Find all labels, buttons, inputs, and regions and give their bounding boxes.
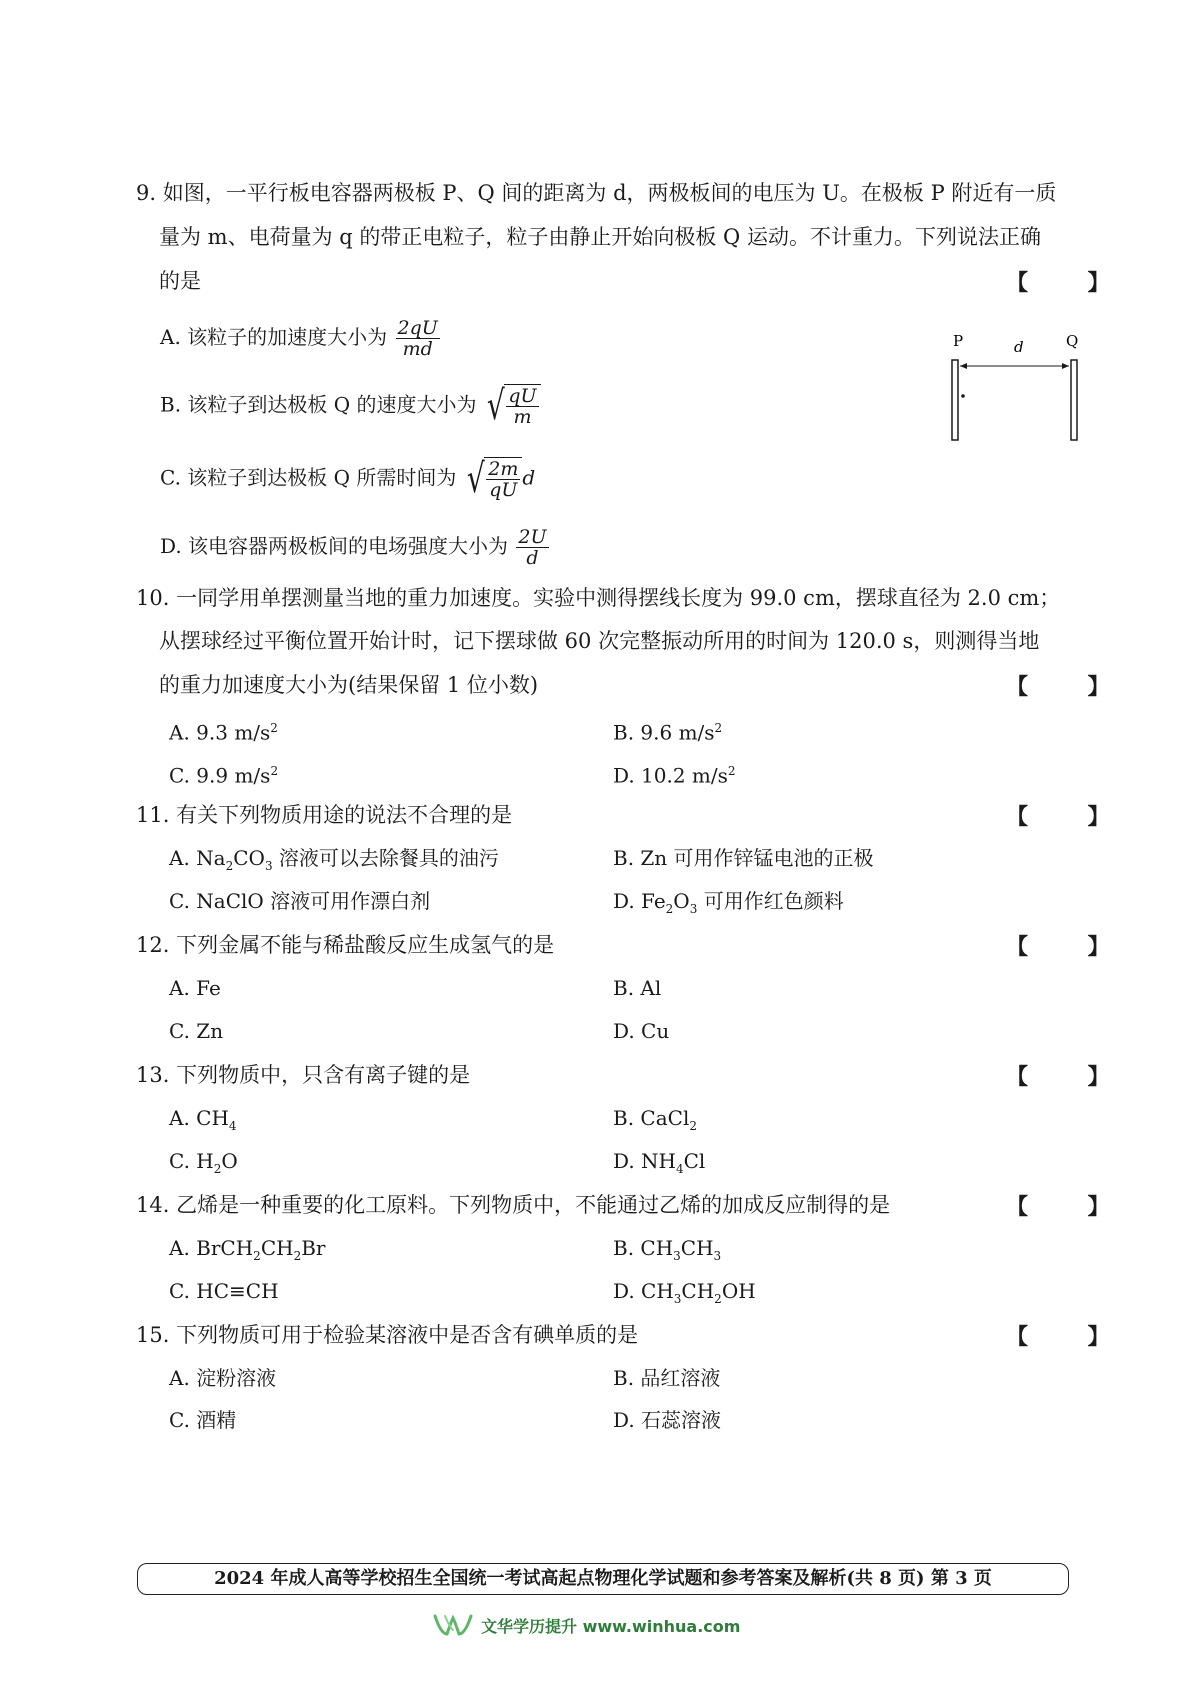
fraction: $\frac{2U}{d}$ <box>518 526 547 569</box>
question-stem-line: 从摆球经过平衡位置开始计时，记下摆球做 60 次完整振动所用的时间为 120.0 s，则测得当地 <box>159 629 1040 653</box>
option-a[interactable]: A. Fe <box>169 976 221 1000</box>
option-c[interactable]: C. 酒精 <box>169 1408 237 1432</box>
page-footer: 2024 年成人高等学校招生全国统一考试高起点物理化学试题和参考答案及解析(共 8 页) 第 3 页 <box>137 1563 1069 1595</box>
option-b[interactable]: B. 该粒子到达极板 Q 的速度大小为 √ $\frac{qU}{m}$ <box>160 384 541 428</box>
winhua-logo-icon <box>433 1612 473 1638</box>
option-d[interactable]: D. $CH_3CH_2OH$ <box>613 1279 756 1306</box>
option-a[interactable]: A. $BrCH_2CH_2Br$ <box>169 1236 326 1263</box>
option-b[interactable]: B. CaCl$_2$ <box>613 1106 697 1133</box>
option-a[interactable]: A. $CH_4$ <box>169 1106 237 1133</box>
plate-p-label: P <box>953 332 964 350</box>
option-c[interactable]: C. $H_2O$ <box>169 1149 238 1176</box>
option-a[interactable]: A. 淀粉溶液 <box>169 1366 277 1390</box>
option-a[interactable]: A. $Na_2CO_3$ 溶液可以去除餐具的油污 <box>169 846 499 873</box>
option-d[interactable]: D. $NH_4Cl$ <box>613 1149 706 1176</box>
question-stem-line: 的是 <box>159 269 201 293</box>
option-d[interactable]: D. 石蕊溶液 <box>613 1408 722 1432</box>
answer-bracket[interactable]: 【 】 <box>1006 1324 1136 1350</box>
answer-bracket[interactable]: 【 】 <box>1006 1064 1136 1090</box>
question-stem-line: 14. 乙烯是一种重要的化工原料。下列物质中，不能通过乙烯的加成反应制得的是 <box>136 1193 891 1217</box>
capacitor-diagram <box>950 332 1080 452</box>
answer-bracket[interactable]: 【 】 <box>1006 674 1136 700</box>
question-stem-line: 12. 下列金属不能与稀盐酸反应生成氢气的是 <box>136 933 555 957</box>
watermark-text[interactable]: 文华学历提升 www.winhua.com <box>481 1616 741 1636</box>
answer-bracket[interactable]: 【 】 <box>1006 934 1136 960</box>
sqrt: √ $\frac{2m}{qU}$ <box>463 457 523 501</box>
plate-q-label: Q <box>1066 332 1079 350</box>
question-stem-line: 量为 m、电荷量为 q 的带正电粒子，粒子由静止开始向极板 Q 运动。不计重力。下列说法正确 <box>159 225 1041 249</box>
option-d[interactable]: D. Cu <box>613 1019 670 1043</box>
question-stem-line: 的重力加速度大小为(结果保留 1 位小数) <box>159 673 539 697</box>
answer-bracket[interactable]: 【 】 <box>1006 270 1136 296</box>
question-stem-line: 13. 下列物质中，只含有离子键的是 <box>136 1063 471 1087</box>
option-d[interactable]: D. 10.2 $m/s^2$ <box>613 763 736 788</box>
charged-particle <box>961 394 965 398</box>
question-stem-line: 9. 如图，一平行板电容器两极板 P、Q 间的距离为 d，两极板间的电压为 U。在极板 P 附近有一质 <box>136 181 1057 205</box>
option-a[interactable]: A. 9.3 $m/s^2$ <box>169 720 278 745</box>
option-b[interactable]: B. $CH_3CH_3$ <box>613 1236 722 1263</box>
option-c[interactable]: C. NaClO 溶液可用作漂白剂 <box>169 889 431 913</box>
option-c[interactable]: C. HC≡CH <box>169 1279 279 1303</box>
answer-bracket[interactable]: 【 】 <box>1006 804 1136 830</box>
plate-q <box>1071 360 1077 440</box>
question-stem-line: 11. 有关下列物质用途的说法不合理的是 <box>136 803 513 827</box>
option-d[interactable]: D. 该电容器两极板间的电场强度大小为 $\frac{2U}{d}$ <box>160 526 547 569</box>
option-c[interactable]: C. 9.9 $m/s^2$ <box>169 763 279 788</box>
sqrt: √ $\frac{qU}{m}$ <box>483 384 541 428</box>
option-b[interactable]: B. 品红溶液 <box>613 1366 721 1390</box>
option-a[interactable]: A. 该粒子的加速度大小为 $\frac{2qU}{md}$ <box>160 317 438 360</box>
distance-label: d <box>1014 338 1024 356</box>
option-c[interactable]: C. 该粒子到达极板 Q 所需时间为 √ $\frac{2m}{qU}$ d <box>160 456 536 502</box>
option-b[interactable]: B. Zn 可用作锌锰电池的正极 <box>613 846 874 870</box>
option-c[interactable]: C. Zn <box>169 1019 224 1043</box>
option-d[interactable]: D. $Fe_2O_3$ 可用作红色颜料 <box>613 889 844 916</box>
fraction: $\frac{2qU}{md}$ <box>397 317 438 360</box>
question-stem-line: 15. 下列物质可用于检验某溶液中是否含有碘单质的是 <box>136 1323 639 1347</box>
option-b[interactable]: B. 9.6 $m/s^2$ <box>613 720 723 745</box>
answer-bracket[interactable]: 【 】 <box>1006 1194 1136 1220</box>
plate-p <box>952 360 958 440</box>
question-stem-line: 10. 一同学用单摆测量当地的重力加速度。实验中测得摆线长度为 99.0 cm，摆球直径为 2.0 cm； <box>136 586 1061 610</box>
watermark <box>433 1612 740 1638</box>
option-b[interactable]: B. Al <box>613 976 662 1000</box>
